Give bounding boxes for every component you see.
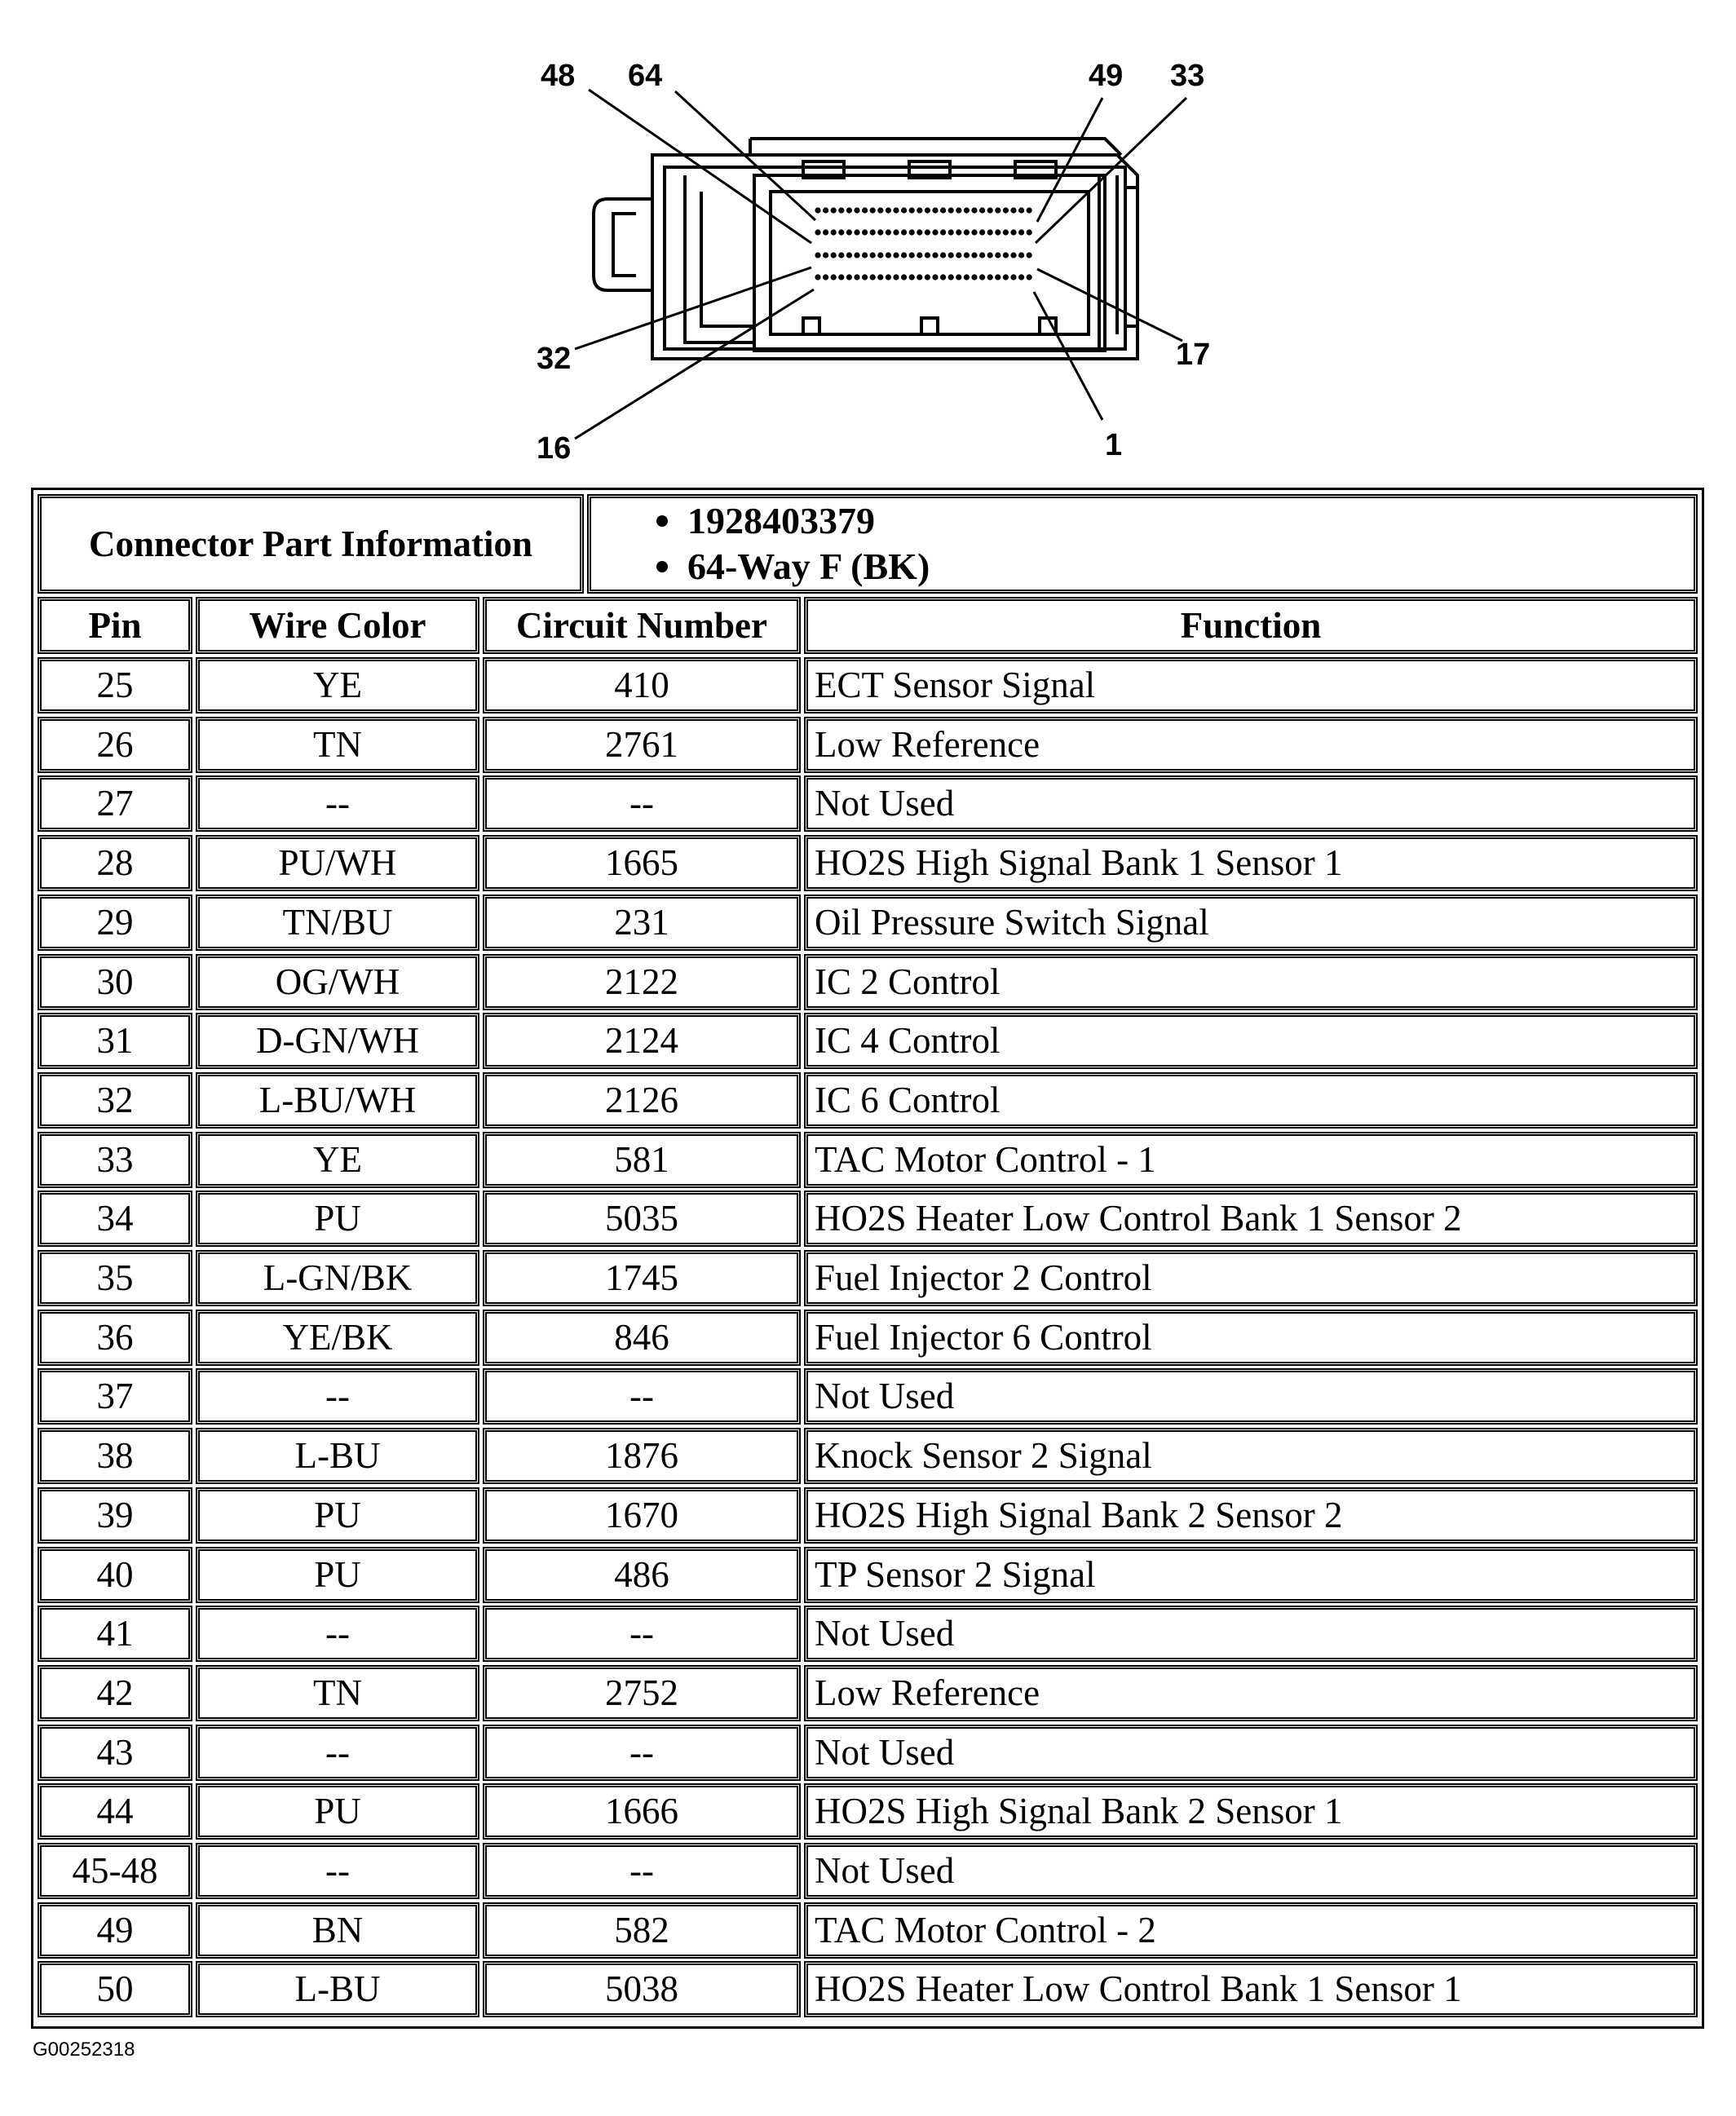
pin-dot — [956, 207, 961, 213]
header-circuit-number: Circuit Number — [483, 597, 801, 654]
circuit-number-cell: 581 — [483, 1132, 801, 1188]
function-cell: HO2S High Signal Bank 2 Sensor 1 — [804, 1783, 1698, 1840]
pin-dot — [1003, 274, 1009, 280]
pin-dot — [870, 252, 876, 258]
wire-color-cell: YE — [196, 1132, 479, 1188]
pin-dot — [823, 274, 828, 280]
circuit-number-cell: 5035 — [483, 1191, 801, 1247]
pin-dot — [846, 274, 852, 280]
function-cell: HO2S Heater Low Control Bank 1 Sensor 2 — [804, 1191, 1698, 1247]
leader-lines — [575, 90, 1186, 439]
pin-dot — [815, 207, 820, 213]
header-pin: Pin — [38, 597, 192, 654]
circuit-number-cell: 1670 — [483, 1487, 801, 1544]
pin-dot — [1003, 207, 1009, 213]
pin-dot — [1027, 252, 1032, 258]
pin-dot — [995, 207, 1001, 213]
pin-dot — [854, 252, 859, 258]
pin-dot — [909, 274, 915, 280]
pin-cell: 27 — [38, 775, 192, 832]
pin-dot — [995, 252, 1001, 258]
pin-dot — [901, 252, 907, 258]
function-cell: IC 4 Control — [804, 1013, 1698, 1069]
pin-dot — [877, 252, 883, 258]
pin-dot — [979, 252, 985, 258]
pin-dot — [1018, 229, 1024, 235]
header-wire-color: Wire Color — [196, 597, 479, 654]
pin-cell: 41 — [38, 1606, 192, 1662]
pin-cell: 34 — [38, 1191, 192, 1247]
function-cell: IC 6 Control — [804, 1072, 1698, 1129]
bullet-icon — [656, 561, 668, 572]
pin-dot — [995, 274, 1001, 280]
pin-dot — [917, 207, 922, 213]
pin-dot — [932, 252, 938, 258]
pin-dot — [971, 274, 977, 280]
pin-dot — [1018, 207, 1024, 213]
circuit-number-cell: 486 — [483, 1547, 801, 1603]
wire-color-cell: PU/WH — [196, 835, 479, 891]
pin-dot — [815, 274, 820, 280]
circuit-number-cell: 2124 — [483, 1013, 801, 1069]
pin-dot — [987, 274, 993, 280]
pin-dot — [901, 229, 907, 235]
pin-dot — [932, 207, 938, 213]
pin-dot — [870, 229, 876, 235]
wire-color-cell: PU — [196, 1191, 479, 1247]
pin-dot — [886, 229, 891, 235]
pin-label-32: 32 — [537, 342, 572, 376]
pin-dot — [862, 229, 868, 235]
connector-diagram — [0, 0, 1736, 481]
pin-dot — [823, 207, 828, 213]
pin-dot — [886, 274, 891, 280]
function-cell: Not Used — [804, 1725, 1698, 1781]
pin-dot — [932, 274, 938, 280]
pin-dot — [815, 229, 820, 235]
pin-cell: 50 — [38, 1961, 192, 2017]
pin-dot — [917, 274, 922, 280]
pin-dot — [846, 207, 852, 213]
pin-cell: 40 — [38, 1547, 192, 1603]
circuit-number-cell: 410 — [483, 657, 801, 713]
pin-dot — [940, 252, 946, 258]
pin-label-33: 33 — [1170, 59, 1205, 93]
wire-color-cell: L-BU — [196, 1428, 479, 1484]
connector-part-number — [656, 502, 875, 540]
pin-dot — [971, 207, 977, 213]
pin-dot — [979, 207, 985, 213]
pin-dot — [971, 252, 977, 258]
connector-info-details — [587, 494, 1698, 594]
wire-color-cell: PU — [196, 1783, 479, 1840]
wire-color-cell: -- — [196, 1843, 479, 1899]
pin-dot — [831, 252, 837, 258]
pin-dot — [909, 252, 915, 258]
function-cell: Oil Pressure Switch Signal — [804, 895, 1698, 951]
pin-label-49: 49 — [1089, 59, 1124, 93]
pin-dot — [854, 274, 859, 280]
pin-dot — [838, 274, 844, 280]
function-cell: Not Used — [804, 775, 1698, 832]
pin-dot — [987, 252, 993, 258]
pin-dot — [940, 274, 946, 280]
circuit-number-cell: 5038 — [483, 1961, 801, 2017]
pin-dot — [948, 252, 954, 258]
pin-cell: 26 — [38, 717, 192, 773]
pin-cell: 44 — [38, 1783, 192, 1840]
pin-dot — [971, 229, 977, 235]
pin-cell: 36 — [38, 1310, 192, 1366]
pin-cell: 25 — [38, 657, 192, 713]
pin-dot — [893, 207, 899, 213]
pin-dot — [956, 274, 961, 280]
connector-info-title: Connector Part Information — [38, 494, 584, 594]
circuit-number-cell: -- — [483, 1843, 801, 1899]
pin-dot — [1027, 229, 1032, 235]
pin-dot — [815, 252, 820, 258]
circuit-number-cell: 2761 — [483, 717, 801, 773]
pin-dot — [1010, 252, 1016, 258]
pin-cell: 38 — [38, 1428, 192, 1484]
pin-dot — [862, 274, 868, 280]
pin-dot — [862, 252, 868, 258]
pin-dot — [831, 274, 837, 280]
pin-label-64: 64 — [628, 59, 663, 93]
circuit-number-cell: 1876 — [483, 1428, 801, 1484]
wire-color-cell: D-GN/WH — [196, 1013, 479, 1069]
pin-cell: 29 — [38, 895, 192, 951]
circuit-number-cell: 582 — [483, 1902, 801, 1959]
leader-line-32 — [575, 267, 811, 349]
function-cell: Not Used — [804, 1368, 1698, 1425]
circuit-number-cell: 846 — [483, 1310, 801, 1366]
figure-id: G00252318 — [33, 2039, 135, 2061]
pin-dot — [979, 229, 985, 235]
bullet-icon — [656, 515, 668, 527]
pin-dot — [948, 207, 954, 213]
pin-cell: 45-48 — [38, 1843, 192, 1899]
pin-cell: 39 — [38, 1487, 192, 1544]
pin-dot — [862, 207, 868, 213]
pin-dot — [1018, 274, 1024, 280]
pin-dot — [838, 252, 844, 258]
pin-dot — [1010, 274, 1016, 280]
wire-color-cell: OG/WH — [196, 954, 479, 1010]
pin-dot — [893, 252, 899, 258]
circuit-number-cell: 2126 — [483, 1072, 801, 1129]
pin-dot — [831, 207, 837, 213]
circuit-number-cell: 2752 — [483, 1665, 801, 1721]
pin-dot — [1027, 207, 1032, 213]
wire-color-cell: YE — [196, 657, 479, 713]
pin-dot — [893, 274, 899, 280]
pin-cell: 35 — [38, 1250, 192, 1306]
function-cell: TAC Motor Control - 1 — [804, 1132, 1698, 1188]
function-cell: Knock Sensor 2 Signal — [804, 1428, 1698, 1484]
pin-cell: 49 — [38, 1902, 192, 1959]
pin-dot — [1003, 229, 1009, 235]
pin-dot — [909, 229, 915, 235]
pin-cell: 31 — [38, 1013, 192, 1069]
function-cell: HO2S High Signal Bank 1 Sensor 1 — [804, 835, 1698, 891]
pin-cell: 30 — [38, 954, 192, 1010]
pin-dot — [995, 229, 1001, 235]
pin-dot — [987, 207, 993, 213]
pin-dot — [925, 229, 930, 235]
pin-dot — [964, 274, 970, 280]
pin-dot — [925, 207, 930, 213]
pin-dot — [964, 207, 970, 213]
circuit-number-cell: -- — [483, 775, 801, 832]
pin-label-1: 1 — [1105, 428, 1123, 462]
pin-dot — [1010, 229, 1016, 235]
circuit-number-cell: 2122 — [483, 954, 801, 1010]
function-cell: Fuel Injector 2 Control — [804, 1250, 1698, 1306]
wire-color-cell: PU — [196, 1487, 479, 1544]
pin-label-17: 17 — [1176, 338, 1211, 372]
pin-dot — [846, 252, 852, 258]
connector-housing — [594, 139, 1137, 359]
connector-part-number-text: 1928403379 — [687, 500, 875, 541]
function-cell: Not Used — [804, 1843, 1698, 1899]
pin-cell: 32 — [38, 1072, 192, 1129]
leader-line-16 — [575, 289, 814, 439]
pin-dot — [956, 252, 961, 258]
wire-color-cell: PU — [196, 1547, 479, 1603]
wire-color-cell: L-BU — [196, 1961, 479, 2017]
pin-cell: 28 — [38, 835, 192, 891]
pin-dot — [870, 207, 876, 213]
pin-cell: 33 — [38, 1132, 192, 1188]
circuit-number-cell: -- — [483, 1606, 801, 1662]
wire-color-cell: -- — [196, 1368, 479, 1425]
pin-dot — [901, 207, 907, 213]
wire-color-cell: L-GN/BK — [196, 1250, 479, 1306]
connector-type — [656, 548, 930, 585]
pin-dot — [870, 274, 876, 280]
pin-dot — [886, 252, 891, 258]
pin-dot — [964, 229, 970, 235]
function-cell: Low Reference — [804, 717, 1698, 773]
pin-dot — [940, 229, 946, 235]
connector-type-text: 64-Way F (BK) — [687, 546, 930, 587]
pin-label-16: 16 — [537, 431, 572, 466]
wire-color-cell: -- — [196, 1725, 479, 1781]
function-cell: IC 2 Control — [804, 954, 1698, 1010]
pin-dot — [854, 207, 859, 213]
function-cell: TP Sensor 2 Signal — [804, 1547, 1698, 1603]
pin-dot — [831, 229, 837, 235]
pin-dot — [964, 252, 970, 258]
leader-line-17 — [1037, 269, 1182, 341]
wire-color-cell: L-BU/WH — [196, 1072, 479, 1129]
circuit-number-cell: -- — [483, 1368, 801, 1425]
pin-dot — [877, 274, 883, 280]
leader-line-1 — [1034, 292, 1102, 420]
pin-dot — [1027, 274, 1032, 280]
wire-color-cell: BN — [196, 1902, 479, 1959]
pin-dot — [940, 207, 946, 213]
wire-color-cell: TN — [196, 717, 479, 773]
pin-dot — [854, 229, 859, 235]
pin-dot — [823, 252, 828, 258]
pin-dot — [1003, 252, 1009, 258]
pin-dot — [838, 229, 844, 235]
circuit-number-cell: 1666 — [483, 1783, 801, 1840]
wire-color-cell: YE/BK — [196, 1310, 479, 1366]
pin-dots — [815, 207, 1031, 280]
pin-dot — [909, 207, 915, 213]
function-cell: HO2S High Signal Bank 2 Sensor 2 — [804, 1487, 1698, 1544]
pin-dot — [948, 274, 954, 280]
circuit-number-cell: 231 — [483, 895, 801, 951]
pin-labels — [537, 59, 1210, 466]
wire-color-cell: -- — [196, 1606, 479, 1662]
pin-dot — [979, 274, 985, 280]
pin-dot — [1018, 252, 1024, 258]
function-cell: Not Used — [804, 1606, 1698, 1662]
wire-color-cell: TN — [196, 1665, 479, 1721]
circuit-number-cell: 1745 — [483, 1250, 801, 1306]
pin-dot — [838, 207, 844, 213]
pin-label-48: 48 — [541, 59, 576, 93]
wire-color-cell: -- — [196, 775, 479, 832]
circuit-number-cell: 1665 — [483, 835, 801, 891]
pin-dot — [877, 229, 883, 235]
function-cell: TAC Motor Control - 2 — [804, 1902, 1698, 1959]
pin-cell: 43 — [38, 1725, 192, 1781]
pin-dot — [823, 229, 828, 235]
pin-dot — [877, 207, 883, 213]
circuit-number-cell: -- — [483, 1725, 801, 1781]
pin-dot — [956, 229, 961, 235]
pin-dot — [917, 252, 922, 258]
function-cell: Fuel Injector 6 Control — [804, 1310, 1698, 1366]
function-cell: HO2S Heater Low Control Bank 1 Sensor 1 — [804, 1961, 1698, 2017]
pin-dot — [925, 274, 930, 280]
pin-dot — [987, 229, 993, 235]
pin-dot — [1010, 207, 1016, 213]
header-function: Function — [804, 597, 1698, 654]
function-cell: ECT Sensor Signal — [804, 657, 1698, 713]
function-cell: Low Reference — [804, 1665, 1698, 1721]
pin-dot — [932, 229, 938, 235]
wire-color-cell: TN/BU — [196, 895, 479, 951]
pin-dot — [893, 229, 899, 235]
pin-dot — [948, 229, 954, 235]
pin-dot — [925, 252, 930, 258]
pin-cell: 42 — [38, 1665, 192, 1721]
pin-cell: 37 — [38, 1368, 192, 1425]
leader-line-33 — [1036, 98, 1186, 243]
pin-dot — [886, 207, 891, 213]
pin-dot — [917, 229, 922, 235]
pin-dot — [846, 229, 852, 235]
pin-dot — [901, 274, 907, 280]
